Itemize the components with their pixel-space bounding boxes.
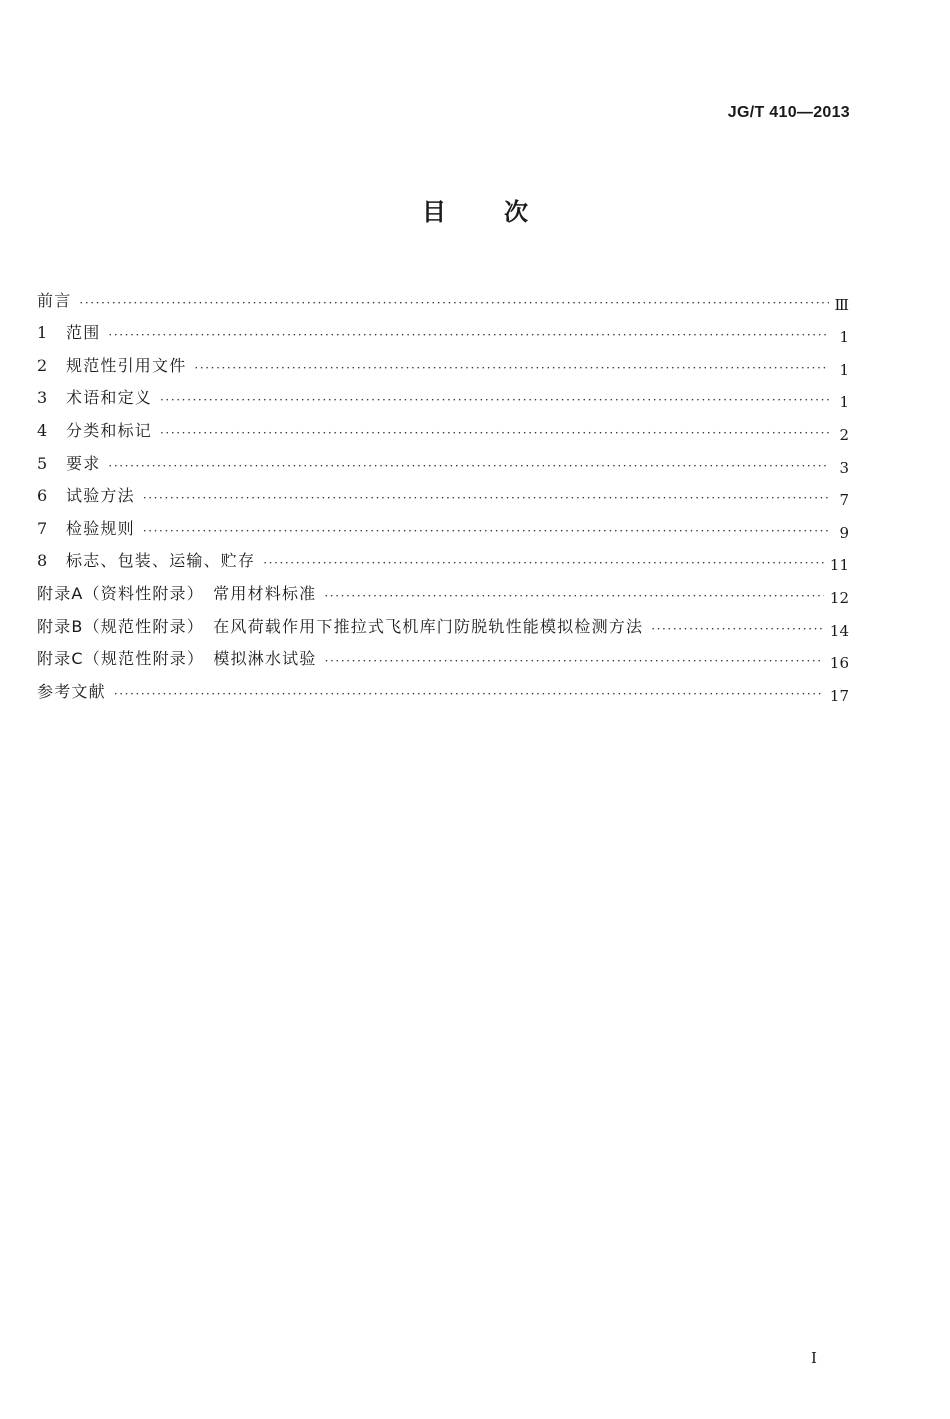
toc-entry-page: 1: [839, 328, 849, 347]
toc-entry-title: 检验规则: [66, 518, 135, 538]
toc-entry[interactable]: [37, 670, 849, 703]
toc-leader-dots: [263, 554, 824, 572]
toc-entry-label: [37, 485, 135, 507]
toc-entry-label: [37, 550, 255, 572]
toc-leader-dots: [143, 522, 829, 540]
toc-entry[interactable]: [37, 409, 849, 442]
toc-entry-page: 11: [829, 556, 849, 575]
toc-entry-title: 范围: [66, 323, 101, 343]
page-number: I: [811, 1349, 817, 1367]
toc-leader-dots: [108, 457, 829, 475]
toc-entry-number: 7: [37, 518, 48, 538]
toc-leader-dots: [79, 294, 828, 312]
toc-entry-title: 要求: [66, 453, 101, 473]
page-title: 目次: [422, 198, 586, 226]
toc-entry-title: 前言: [37, 290, 72, 310]
toc-entry-page: 7: [839, 491, 849, 510]
toc-entry-title: 试验方法: [66, 486, 135, 506]
table-of-contents: [37, 279, 849, 703]
toc-entry-page: 12: [829, 588, 849, 607]
toc-entry[interactable]: [37, 312, 849, 345]
toc-entry-page: Ⅲ: [834, 295, 849, 314]
toc-entry-number: 6: [37, 486, 48, 506]
toc-entry[interactable]: [37, 540, 849, 573]
toc-entry[interactable]: [37, 377, 849, 410]
toc-leader-dots: [114, 685, 824, 703]
toc-entry-label: [37, 616, 643, 638]
toc-entry-number: 5: [37, 453, 48, 473]
toc-entry-number: 1: [37, 323, 48, 343]
toc-entry[interactable]: [37, 572, 849, 605]
toc-leader-dots: [160, 391, 829, 409]
toc-entry-title: 标志、包装、运输、贮存: [66, 551, 256, 571]
toc-leader-dots: [143, 489, 829, 507]
toc-entry-label: [37, 648, 317, 670]
toc-entry-title: 附录A（资料性附录） 常用材料标准: [37, 583, 317, 603]
toc-leader-dots: [325, 652, 824, 670]
toc-entry-title: 附录C（规范性附录） 模拟淋水试验: [37, 649, 317, 669]
toc-entry-label: [37, 453, 100, 475]
toc-entry-label: [37, 322, 100, 344]
toc-entry-label: [37, 290, 71, 312]
toc-entry-page: 1: [839, 393, 849, 412]
toc-entry-page: 2: [839, 425, 849, 444]
toc-entry-page: 17: [829, 686, 849, 705]
toc-leader-dots: [194, 359, 829, 377]
toc-leader-dots: [160, 424, 829, 442]
toc-entry-label: [37, 518, 135, 540]
toc-entry-title: 分类和标记: [66, 420, 153, 440]
toc-entry-number: 8: [37, 551, 48, 571]
toc-entry-title: 规范性引用文件: [66, 355, 187, 375]
toc-entry-number: 2: [37, 355, 48, 375]
toc-entry-label: [37, 583, 316, 605]
toc-entry-label: [37, 420, 152, 442]
toc-entry[interactable]: [37, 279, 849, 312]
toc-entry[interactable]: [37, 638, 849, 671]
toc-leader-dots: [324, 587, 824, 605]
toc-entry-page: 16: [829, 654, 849, 673]
toc-entry-title: 参考文献: [37, 681, 106, 701]
toc-entry-title: 附录B（规范性附录） 在风荷载作用下推拉式飞机库门防脱轨性能模拟检测方法: [37, 616, 644, 636]
toc-entry[interactable]: [37, 344, 849, 377]
toc-entry-number: 4: [37, 420, 48, 440]
toc-entry-page: 3: [839, 458, 849, 477]
toc-entry-page: 9: [839, 523, 849, 542]
toc-entry[interactable]: [37, 605, 849, 638]
toc-entry-title: 术语和定义: [66, 388, 153, 408]
toc-entry-label: [37, 681, 106, 703]
toc-entry-label: [37, 387, 152, 409]
toc-leader-dots: [108, 326, 829, 344]
toc-leader-dots: [651, 620, 824, 638]
toc-entry-page: 14: [829, 621, 849, 640]
toc-entry-number: 3: [37, 388, 48, 408]
toc-entry-page: 1: [839, 360, 849, 379]
toc-entry-label: [37, 355, 186, 377]
toc-entry[interactable]: [37, 507, 849, 540]
toc-entry[interactable]: [37, 475, 849, 508]
standard-code: JG/T 410—2013: [727, 104, 850, 121]
toc-entry[interactable]: [37, 442, 849, 475]
